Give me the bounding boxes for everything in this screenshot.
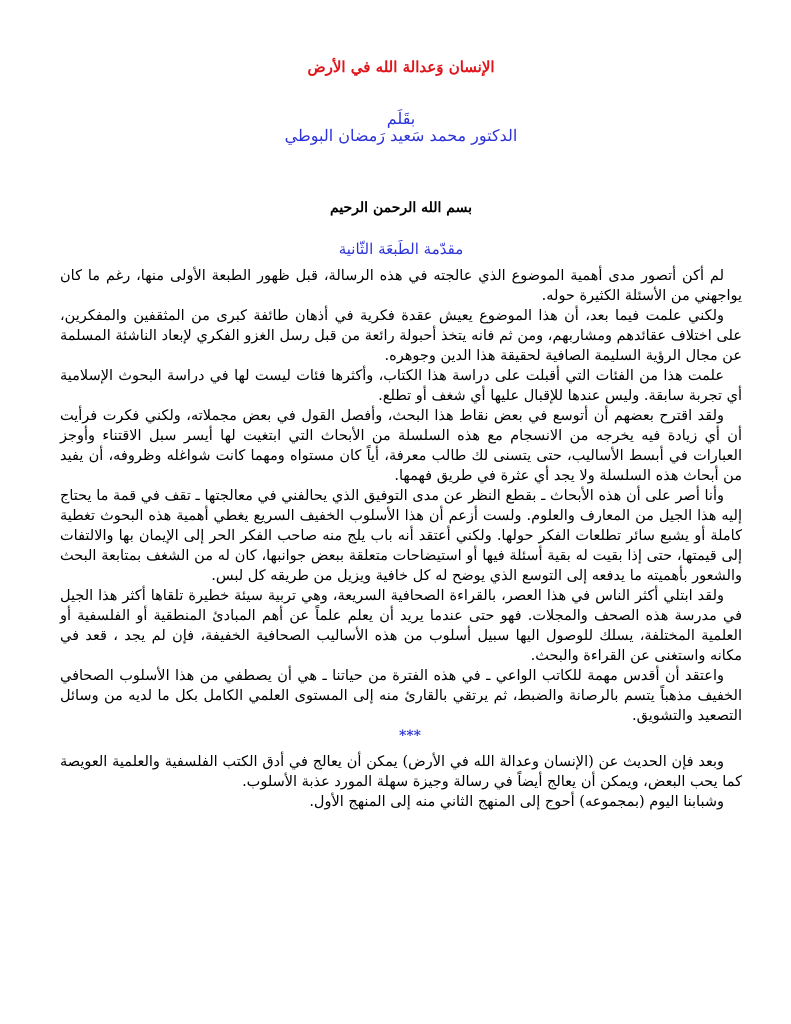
paragraph: لم أكن أتصور مدى أهمية الموضوع الذي عالجته في هذه الرسالة، قبل ظهور الطبعة الأولى منها، رغم ما كان يواجهني من الأسئلة الكثيرة حوله. <box>60 268 742 304</box>
paragraph: ولقد ابتلي أكثر الناس في هذا العصر، بالقراءة الصحافية السريعة، وهي تربية سيئة خطيرة تلقاها أكثر هذا الجيل في مدرسة هذه الصحف والمجلات. فهو حتى عندما يريد أن يعلم علماً عن أهم المبادئ المنطقية أو الفلسفية أو العلمية المختلفة، يسلك للوصول اليها سبيل أسلوب من هذه الأساليب الصحافية الخفيفة، فإن لم يجد ، قعد في مكانه واستغنى عن القراءة والبحث. <box>60 588 742 664</box>
author-name: الدكتور محمد سَعيد رَمضان البوطي <box>284 126 518 145</box>
paragraph: وبعد فإن الحديث عن (الإنسان وعدالة الله في الأرض) يمكن أن يعالج في أدق الكتب الفلسفية والعلمية العويصة كما يحب البعض، ويمكن أن يعالج أيضاً في رسالة وجيزة سهلة المورد عذبة الأسلوب. <box>60 754 742 790</box>
author-byline-label: بقَلَم <box>386 109 416 128</box>
body-text <box>60 266 742 812</box>
paragraph: وأنا أصر على أن هذه الأبحاث ـ بقطع النظر عن مدى التوفيق الذي يحالفني في معالجتها ـ تقف في قمة ما يحتاج إليه هذا الجيل من المعارف والعلوم. ولست أزعم أن هذا الأسلوب الخفيف السريع يغطي أهمية هذه البحوث تغطية كاملة أو يشبع سائر تطلعات الفكر حولها. ولكني أعتقد أنه باب يلج منه صاحب الفكر الحر إلى الإيمان بها والالتفات إلى قيمتها، حتى إذا بقيت له بقية أسئلة فيها أو استيضاحات متعلقة ببعض جوانبها، كان له من الشغف بمتابعة البحث والشعور بأهميته ما يدفعه إلى التوسع الذي يوضح له كل خافية ويزيل من طريقه كل لبس. <box>60 488 742 584</box>
document-title: الإنسان وَعدالة الله في الأرض <box>307 58 495 76</box>
document-page <box>60 0 742 1024</box>
basmala: بسم الله الرحمن الرحيم <box>330 200 472 216</box>
section-separator: *** <box>399 728 421 744</box>
paragraph: ولقد اقترح بعضهم أن أتوسع في بعض نقاط هذا البحث، وأفصل القول في بعض مجملاته، ولكني فكرت فرأيت أن أي زيادة فيه يخرجه من الانسجام مع هذه السلسلة من الأبحاث التي ابتغيت لها أيسر سبل الاقتناء وأوجز العبارات في أبسط الأساليب، حتى يتسنى لك طالب معرفة، أياً كان مستواه ومهما كانت شواغله وظروفه، أن يفيد من أبحاث هذه السلسلة ولا يجد أي عثرة في طريق فهمها. <box>60 408 742 484</box>
paragraph: ولكني علمت فيما بعد، أن هذا الموضوع يعيش عقدة فكرية في أذهان طائفة كبرى من المثقفين والمفكرين، على اختلاف عقائدهم ومشاربهم، ومن ثم فانه يتخذ أحبولة رائعة من قبل رسل الغزو الفكري لإبعاد الناشئة المسلمة عن مجال الرؤية السليمة الصافية لحقيقة هذا الدين وجوهره. <box>60 308 742 364</box>
paragraph: علمت هذا من الفئات التي أقبلت على دراسة هذا الكتاب، وأكثرها فئات ليست لها في دراسة البحوث الإسلامية أي تجربة سابقة. وليس عندها للإقبال عليها أي شغف أو تطلع. <box>60 368 742 404</box>
paragraph: وشبابنا اليوم (بمجموعه) أحوج إلى المنهج الثاني منه إلى المنهج الأول. <box>309 794 724 810</box>
section-heading: مقدّمة الطَبعَة الثّانية <box>338 240 464 258</box>
paragraph: واعتقد أن أقدس مهمة للكاتب الواعي ـ في هذه الفترة من حياتنا ـ هي أن يصطفي من هذا الأسلوب الصحافي الخفيف مذهباً يتسم بالرصانة والضبط، ثم يرتقي بالقارئ منه إلى المستوى العلمي الكامل بكل ما لديه من وسائل التصعيد والتشويق. <box>60 668 742 724</box>
